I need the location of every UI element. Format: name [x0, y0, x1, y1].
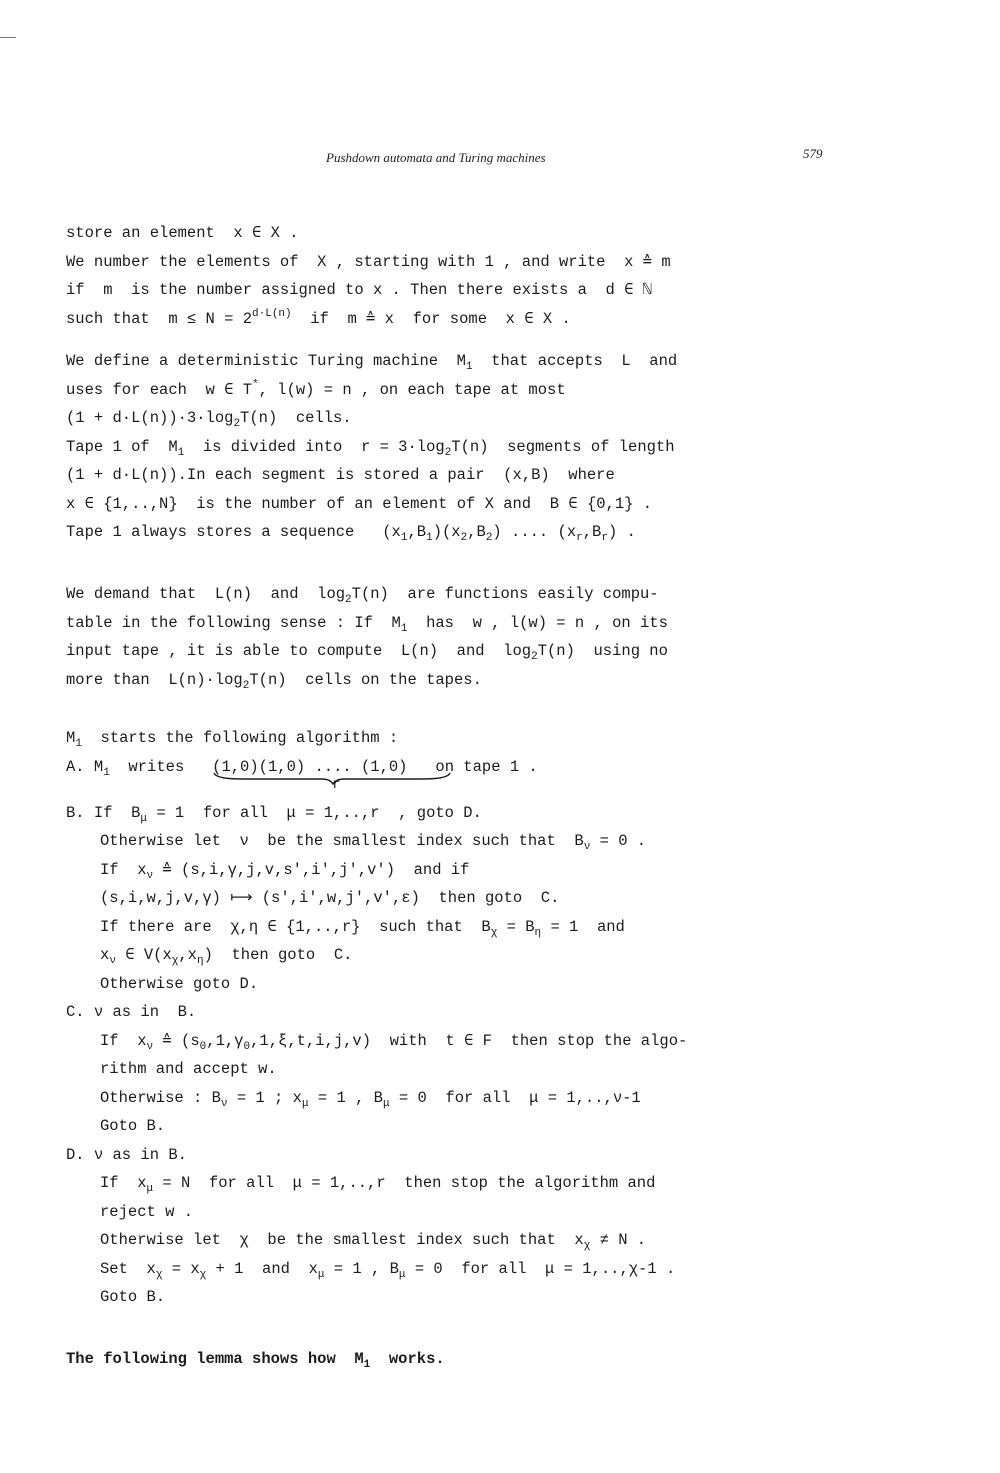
text-line: Goto B.: [100, 1117, 166, 1135]
text-line: input tape , it is able to compute L(n) and $\log_2T(n)$ using no: [66, 642, 668, 663]
text-line: We demand that L(n) and $\log_2T(n)$ are functions easily compu-: [66, 585, 659, 606]
algorithm: [66, 724, 687, 1312]
text-line: Otherwise let ν be the smallest index such that $B_\nu = 0$ .: [100, 832, 647, 853]
algorithm-intro: $M_1$ starts the following algorithm :: [66, 729, 399, 750]
running-header: Pushdown automata and Turing machines: [326, 150, 546, 165]
text-line: table in the following sense : If $M_1$ has w , l(w) = n , on its: [66, 613, 668, 635]
text-line: Otherwise : $B_\nu = 1$ ; $x_\mu = 1$ , $B_\mu = 0$ for all μ = 1,..,ν-1: [100, 1088, 641, 1110]
text-line: Otherwise goto D.: [100, 974, 259, 993]
closing-sentence: [66, 1345, 445, 1374]
text-line: reject w .: [100, 1202, 194, 1221]
step-a: A. $M_1$ writes (1,0)(1,0) .... (1,0) r on tape 1 .: [66, 753, 687, 799]
text-line: (s,i,w,j,v,γ) ⟼ (s',i',w,j',v',ε) then goto C.: [100, 889, 560, 907]
text-line: (1 + d·L(n)).In each segment is stored a pair (x,B) where: [66, 466, 615, 484]
text-line: $(1 + d\cdot L(n))\cdot 3\cdot\log_2T(n)$ cells.: [66, 409, 352, 430]
text-line: The following lemma shows how $M_1$ works.: [66, 1350, 445, 1371]
text-line: If $x_\nu$ ≙ $(s_0,1,\gamma_0,1,\xi,t,i,j,v)$ with t ∈ F then stop the algo-: [100, 1031, 688, 1053]
text-line: Tape 1 of $M_1$ is divided into $r = 3\cdot\log_2T(n)$ segments of length: [66, 437, 675, 459]
text-line: more than $L(n)\cdot\log_2T(n)$ cells on the tapes.: [66, 670, 482, 692]
text-line: if m is the number assigned to x . Then there exists a d ∈ ℕ: [66, 281, 653, 299]
text-line: x ∈ {1,..,N} is the number of an element of X and B ∈ {0,1} .: [66, 494, 653, 513]
page-number: 579: [803, 146, 823, 161]
step-c: C. ν as in B.: [66, 1003, 197, 1021]
corner-rule: [0, 37, 16, 38]
paragraph-encoding: [66, 219, 671, 333]
step-b: B. If $B_\mu = 1$ for all μ = 1,..,r , goto D.: [66, 803, 482, 825]
text-line: rithm and accept w.: [100, 1060, 277, 1078]
paragraph-machine-definition: [66, 347, 677, 547]
text-line: store an element x ∈ X .: [66, 224, 299, 242]
text-line: Set $x_\chi = x_\chi + 1$ and $x_\mu = 1$ , $B_\mu = 0$ for all μ = 1,..,χ-1 .: [100, 1259, 676, 1281]
text-line: If $x_\nu$ ≙ (s,i,γ,j,v,s',i',j',v') and if: [100, 860, 470, 882]
text-line: such that $m \le N = 2^{d\cdot L(n)}$ if m ≙ x for some x ∈ X .: [66, 307, 571, 328]
text-line: Goto B.: [100, 1288, 166, 1306]
text-line: uses for each w ∈ T*, l(w) = n , on each tape at most: [66, 378, 566, 399]
text-line: If $x_\mu = N$ for all μ = 1,..,r then stop the algorithm and: [100, 1174, 656, 1195]
text-line: Otherwise let χ be the smallest index such that $x_\chi \ne N$ .: [100, 1231, 647, 1252]
text-line: Tape 1 always stores a sequence $(x_1,B_1)(x_2,B_2)$ .... $(x_r,B_r)$ .: [66, 523, 636, 544]
paragraph-computability: [66, 580, 668, 694]
brace-label: r: [332, 776, 341, 793]
underbraced-sequence: (1,0)(1,0) .... (1,0) r: [212, 753, 407, 782]
step-d: D. ν as in B.: [66, 1145, 187, 1164]
text-line: $x_\nu$ ∈ $V(x_\chi,x_\eta)$ then goto C.: [100, 946, 353, 967]
text-line: We define a deterministic Turing machine $M_1$ that accepts L and: [66, 352, 678, 373]
text-line: If there are χ,η ∈ {1,..,r} such that $B_\chi = B_\eta = 1$ and: [100, 917, 625, 939]
text-line: We number the elements of X , starting with 1 , and write x ≙ m: [66, 252, 671, 271]
